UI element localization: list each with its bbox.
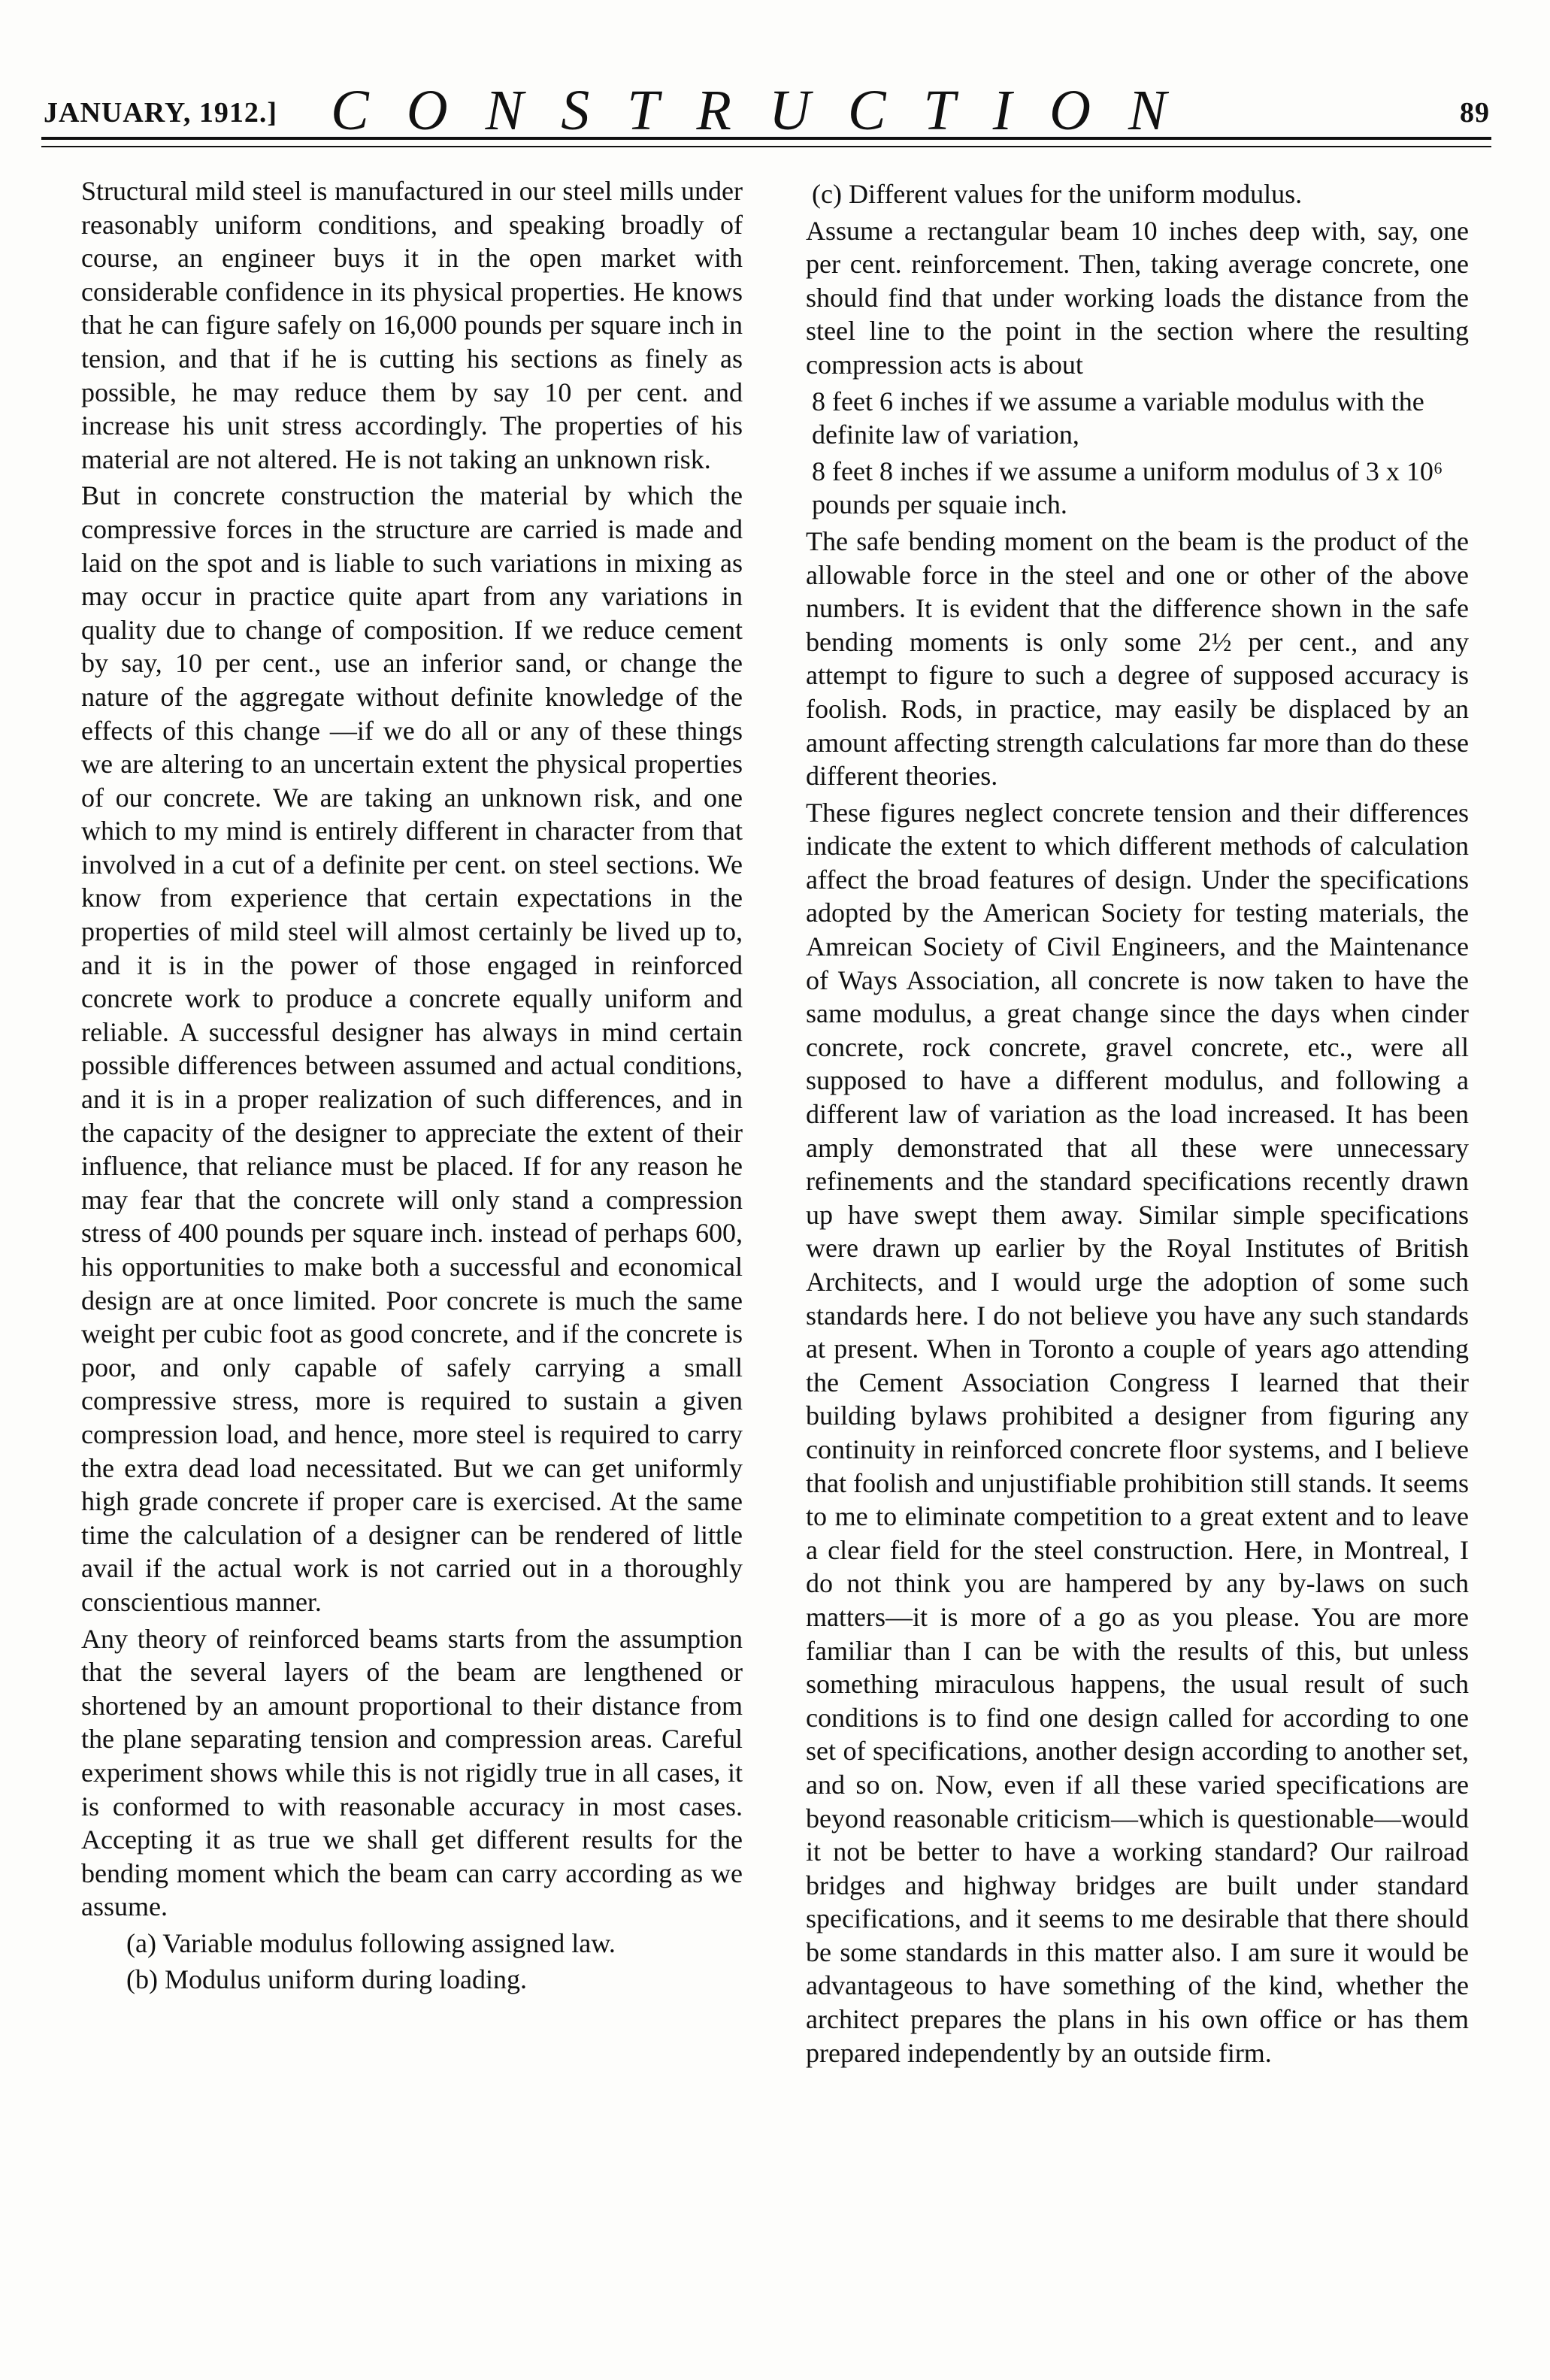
paragraph: Structural mild steel is manufactured in our steel mills under reasonably uniform conditions, and speaking broadly of course, an engineer buys it in the open market with considerable confidence in its physical properties. He knows that he can figure safely on 16,000 pounds per square inch in tension, and that if he is cutting his sections as finely as possible, he may reduce them by say 10 per cent. and increase his unit stress accordingly. The properties of his material are not altered. He is not taking an unknown risk. [81,176,743,474]
result-line: 8 feet 8 inches if we assume a uniform modulus of 3 x 10⁶ pounds per squaie inch. [812,456,1443,520]
paragraph: The safe bending moment on the beam is the product of the allowable force in the steel and one or other of the above numbers. It is evident that the difference shown in the safe bending moments is only some 2½ per cent., and any attempt to figure to such a degree of supposed accuracy is foolish. Rods, in practice, may easily be displaced by an amount affecting strength calculations far more than do these different theories. [806,525,1469,792]
paragraph: Any theory of reinforced beams starts from the assumption that the several layers of the beam are lengthened or shortened by an amount proportional to their distance from the plane separating tension and compression areas. Careful experiment shows while this is not rigidly true in all cases, it is conformed to with reasonable accuracy in most cases. Accepting it as true we shall get different results for the bending moment which the beam can carry according as we assume. [81,1623,743,1922]
left-column [81,174,743,2000]
page-number: 89 [1460,97,1490,129]
right-column [806,174,1469,2073]
issue-date: JANUARY, 1912.] [44,97,277,129]
magazine-title: CONSTRUCTION [331,79,1204,142]
paragraph: These figures neglect concrete tension and their differences indicate the extent to which different methods of calculation affect the broad features of design. Under the specifications adopted by the American Society for testing materials, the Amreican Society of Civil Engineers, and the Maintenance of Ways Association, all concrete is now taken to have the same modulus, a great change since the days when cinder concrete, rock concrete, gravel concrete, etc., were all supposed to have a different modulus, and following a different law of variation as the load increased. It has been amply demonstrated that all these were unnecessary refinements and the standard specifications recently drawn up have swept them away. Similar simple specifications were drawn up earlier by the Royal Institutes of British Architects, and I would urge the adoption of some such standards here. I do not believe you have any such standards at present. When in Toronto a couple of years ago attending the Cement Association Congress I learned that their building bylaws prohibited a designer from figuring any continuity in reinforced concrete floor systems, and I believe that foolish and unjustifiable prohibition still stands. It seems to me to eliminate competition to a great extent and to leave a clear field for the steel construction. Here, in Montreal, I do not think you are hampered by any by-laws on such matters—it is more of a go as you please. You are more familiar than I can be with the results of this, but unless something miraculous happens, the usual result of such conditions is to find one design called for according to one set of specifications, another design according to another set, and so on. Now, even if all these varied specifications are beyond reasonable criticism—which is questionable—would it not be better to have a working standard? Our railroad bridges and highway bridges are built under standard specifications, and it seems to me desirable that there should be some standards in this matter also. I am sure it would be advantageous to have something of the kind, whether the architect prepares the plans in his own office or has them prepared independently by an outside firm. [806,797,1469,2068]
paragraph: But in concrete construction the material by which the compressive forces in the structure are carried is made and laid on the spot and is liable to such variations in mixing as may occur in practice quite apart from any variations in quality due to change of composition. If we reduce cement by say, 10 per cent., use an inferior sand, or change the nature of the aggregate without definite knowledge of the effects of this change —if we do all or any of these things we are altering to an uncertain extent the physical properties of our concrete. We are taking an unknown risk, and one which to my mind is entirely different in character from that involved in a cut of a definite per cent. on steel sections. We know from experience that certain expectations in the properties of mild steel will almost certainly be lived up to, and it is in the power of those engaged in reinforced concrete work to produce a concrete equally uniform and reliable. A successful designer has always in mind certain possible differences between assumed and actual conditions, and it is in a proper realization of such differences, and in the capacity of the designer to appreciate the extent of their influence, that reliance must be placed. If for any reason he may fear that the concrete will only stand a compression stress of 400 pounds per square inch. instead of perhaps 600, his opportunities to make both a successful and economical design are at once limited. Poor concrete is much the same weight per cubic foot as good concrete, and if the concrete is poor, and only capable of safely carrying a small compressive stress, more is required to sustain a given compression load, and hence, more steel is required to carry the extra dead load necessitated. But we can get uniformly high grade concrete if proper care is exercised. At the same time the calculation of a designer can be rendered of little avail if the actual work is not carried out in a thoroughly conscientious manner. [81,480,743,1617]
header-rule-thin [41,146,1491,147]
header-rule-thick [41,137,1491,140]
list-item: (b) Modulus uniform during loading. [126,1964,527,1995]
list-item: (c) Different values for the uniform modulus. [812,179,1303,209]
result-line: 8 feet 6 inches if we assume a variable modulus with the definite law of variation, [812,386,1424,450]
list-item: (a) Variable modulus following assigned law. [126,1927,616,1958]
paragraph: Assume a rectangular beam 10 inches deep with, say, one per cent. reinforcement. Then, taking average concrete, one should find that under working loads the distance from the steel line to the point in the section where the resulting compression acts is about [806,215,1469,380]
